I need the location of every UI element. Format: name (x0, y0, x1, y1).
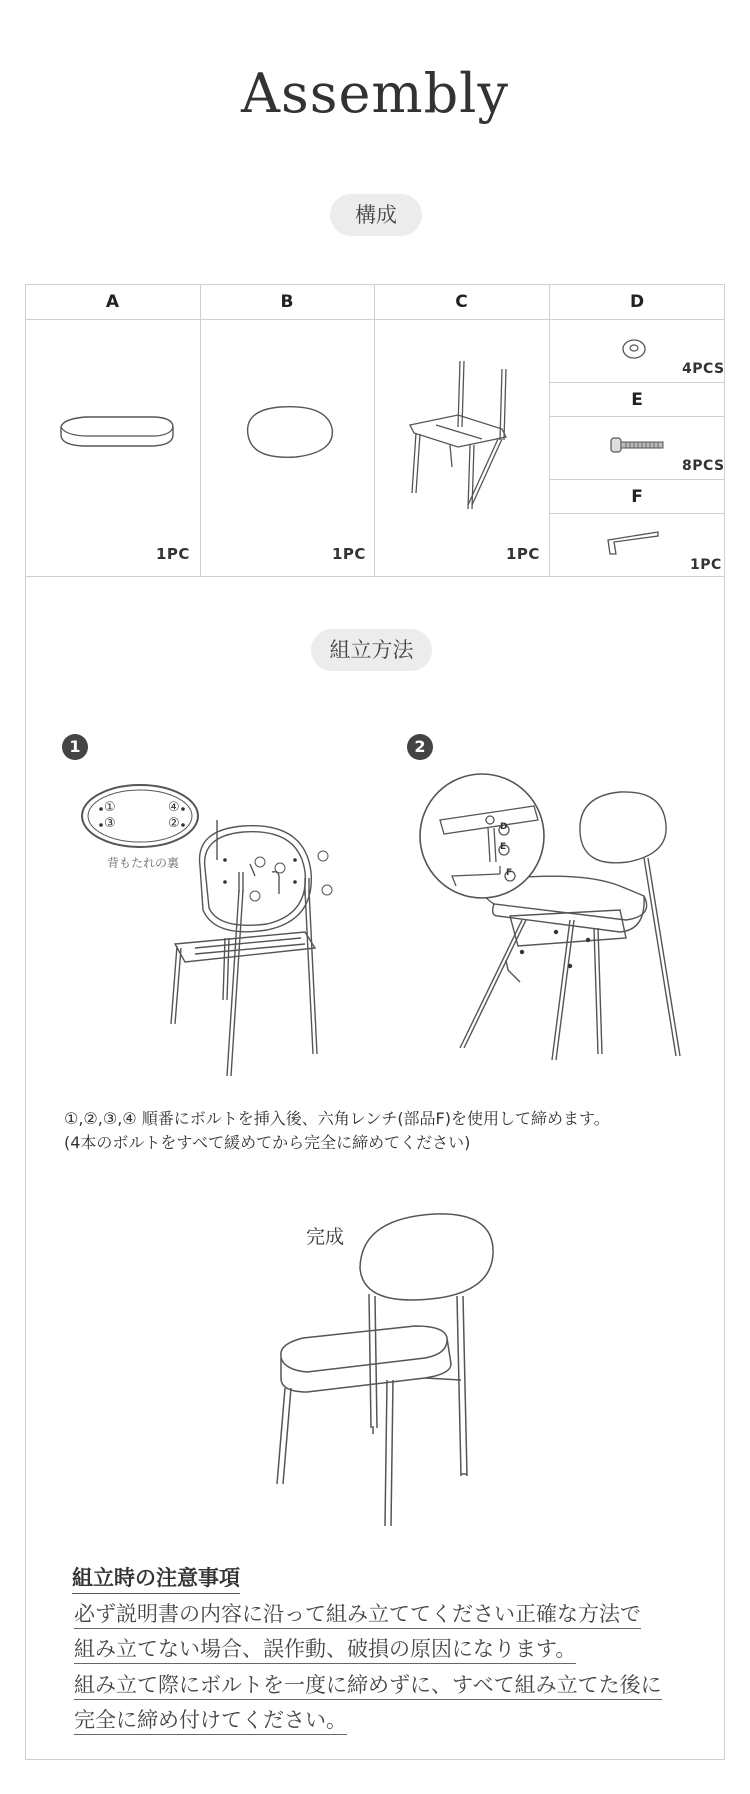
part-e-header: E (631, 390, 643, 410)
caution-line-3: 組み立て際にボルトを一度に締めずに、すべて組み立てた後に (74, 1672, 662, 1700)
parts-section-label: 構成 (330, 194, 422, 236)
table-divider (25, 576, 725, 577)
step-2-badge: 2 (407, 734, 433, 760)
hole-label-1: ① (104, 800, 116, 815)
instruction-line-2: (4本のボルトをすべて緩めてから完全に締めてください) (64, 1133, 471, 1152)
instruction-line-1: ①,②,③,④ 順番にボルトを挿入後、六角レンチ(部品F)を使用して締めます。 (64, 1109, 610, 1128)
part-c-qty: 1PC (506, 545, 540, 563)
completed-chair-illustration (275, 1208, 505, 1528)
part-e-qty: 8PCS (682, 458, 725, 474)
part-f-qty: 1PC (690, 557, 722, 573)
hole-label-3: ③ (104, 816, 116, 831)
bolt-illustration (608, 434, 668, 458)
callout-d: D (500, 822, 508, 832)
hex-wrench-illustration (606, 530, 666, 560)
caution-line-2: 組み立てない場合、誤作動、破損の原因になります。 (74, 1636, 576, 1664)
table-divider (374, 284, 375, 576)
seat-cushion-illustration (55, 405, 180, 465)
step-1-badge: 1 (62, 734, 88, 760)
completed-label: 完成 (306, 1226, 345, 1248)
step-1-chair-illustration (155, 820, 350, 1080)
washer-illustration (620, 338, 650, 362)
backrest-illustration (240, 400, 340, 465)
callout-f: F (506, 868, 513, 878)
part-d-qty: 4PCS (682, 361, 725, 377)
caution-title: 組立時の注意事項 (72, 1562, 240, 1594)
callout-e: E (500, 842, 507, 852)
step-2-chair-illustration (430, 770, 680, 1070)
part-a-header: A (105, 292, 120, 312)
hole-label-2: ② (168, 816, 180, 831)
part-b-header: B (280, 292, 294, 312)
page-title: Assembly (241, 62, 509, 125)
part-c-header: C (455, 292, 468, 312)
caution-line-1: 必ず説明書の内容に沿って組み立ててください正確な方法で (74, 1601, 641, 1629)
chair-frame-illustration (402, 355, 527, 515)
method-section-label: 組立方法 (311, 629, 432, 671)
part-d-header: D (629, 292, 645, 312)
hole-label-4: ④ (168, 800, 180, 815)
part-f-header: F (631, 487, 643, 507)
part-a-qty: 1PC (156, 545, 190, 563)
table-divider (549, 284, 550, 576)
part-b-qty: 1PC (332, 545, 366, 563)
caution-line-4: 完全に締め付けてください。 (74, 1707, 347, 1735)
backrest-rear-label: 背もたれの裏 (107, 856, 180, 870)
table-divider (200, 284, 201, 576)
